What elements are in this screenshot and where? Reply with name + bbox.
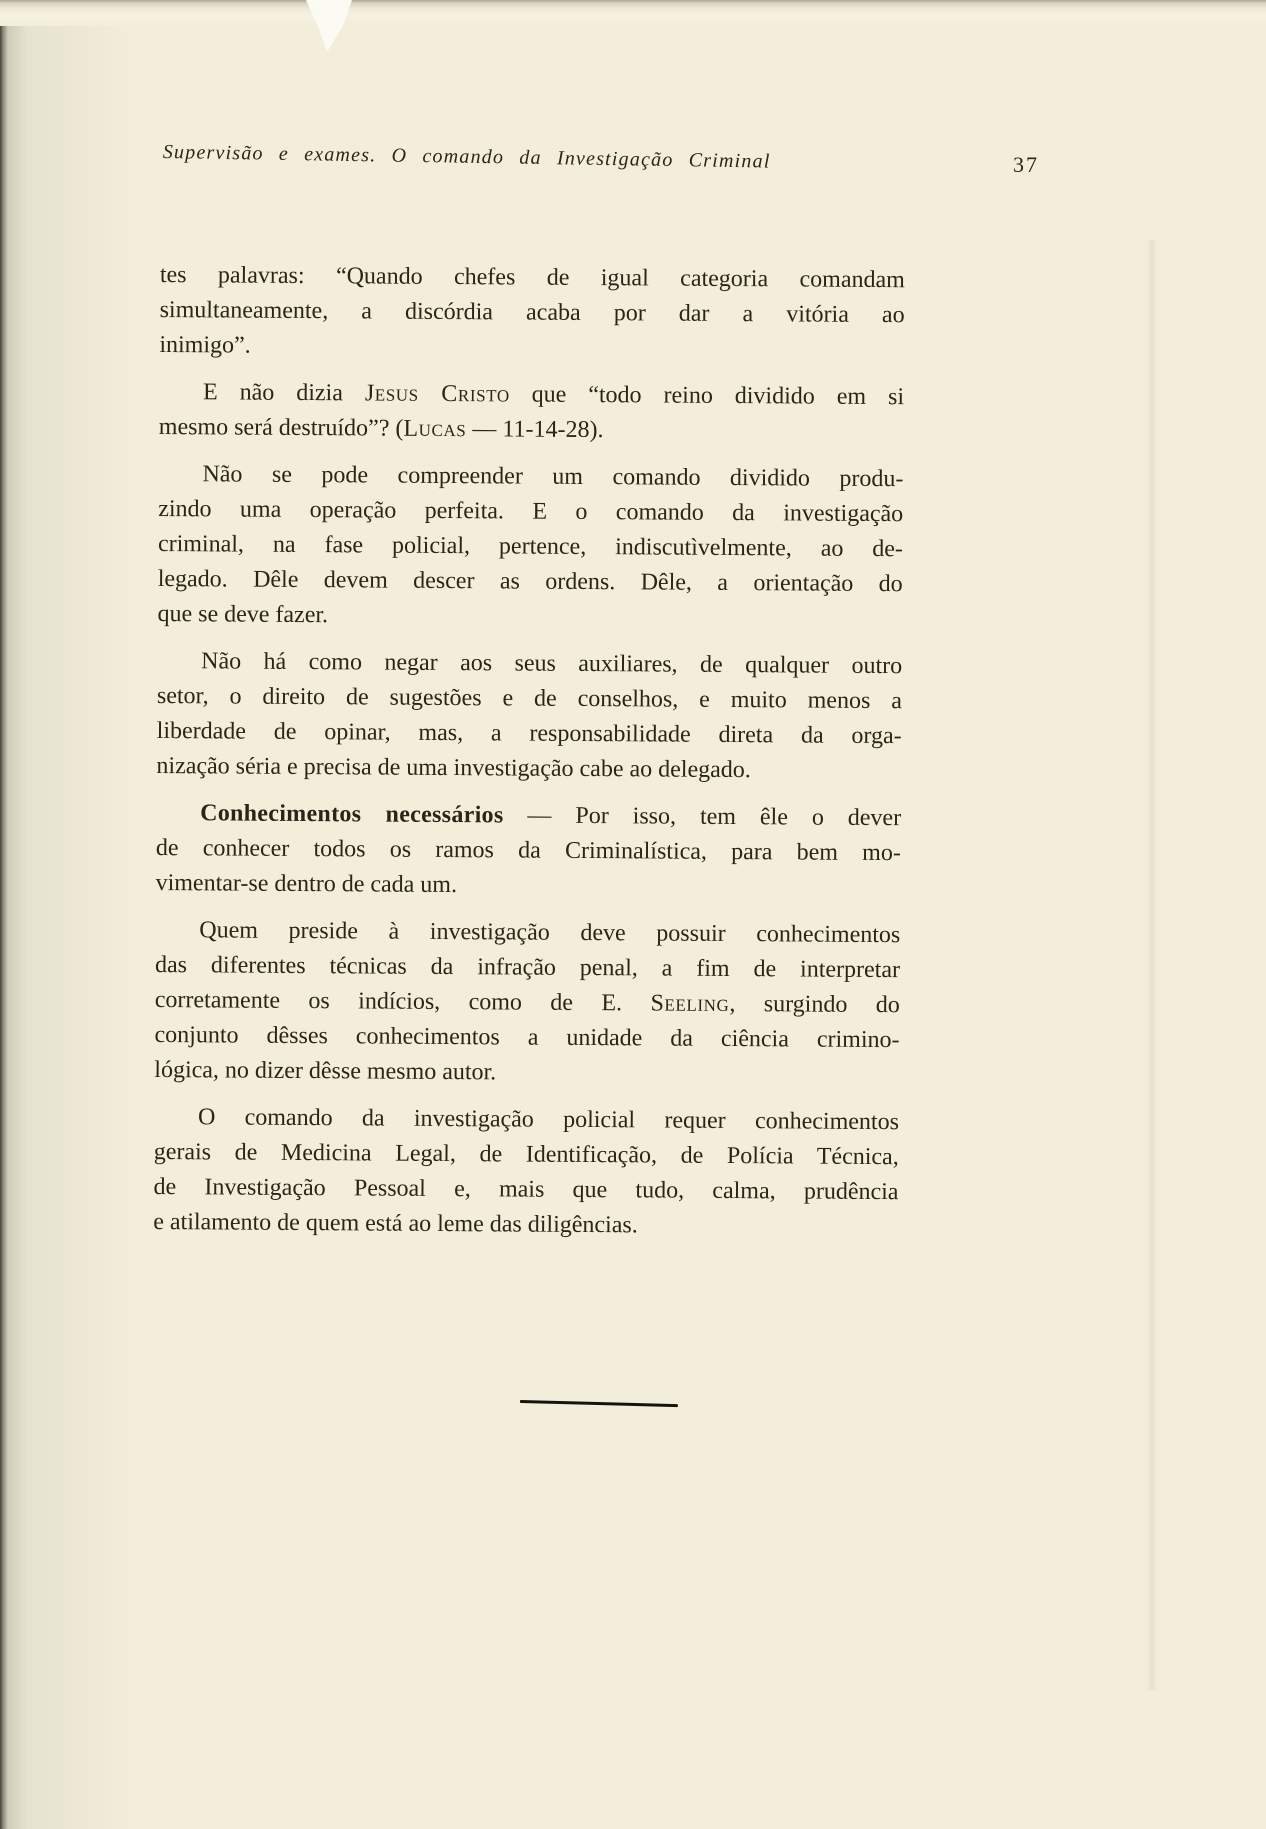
text-line [153,1205,898,1245]
text-line [154,1053,899,1093]
text-segment: Quem preside à investigação deve possuir conhecimentos [199,917,901,949]
body-paragraphs [153,258,905,1257]
text-line [155,983,900,1023]
text-line [157,679,902,719]
text-line [154,1135,899,1175]
text-line [160,293,905,333]
text-line [156,796,901,836]
text-line [157,714,902,754]
text-segment: liberdade de opinar, mas, a responsabilidade direta da orga- [156,717,902,750]
text-segment: de Investigação Pessoal e, mais que tudo, calma, prudência [153,1173,899,1206]
text-segment: conjunto dêsses conhecimentos a unidade da ciência crimino- [154,1021,900,1054]
text-line [156,749,901,789]
paragraph [159,375,904,450]
text-segment: zindo uma operação perfeita. E o comando da investigação [158,495,904,528]
text-segment: , surgindo do [729,990,900,1019]
text-segment: — Por isso, tem êle o dever [503,802,902,832]
text-segment: Lucas [403,415,467,443]
text-segment: Seeling [650,990,730,1017]
paragraph [156,644,902,789]
text-line [156,831,901,871]
text-line [158,457,903,497]
text-line [155,913,900,953]
page-crease [1146,240,1158,1690]
text-segment: que se deve fazer. [157,600,329,629]
text-line [160,258,905,298]
text-segment: legado. Dêle devem descer as ordens. Dêle, a orientação do [157,565,903,598]
text-segment: vimentar-se dentro de cada um. [155,869,458,899]
text-segment: Não há como negar aos seus auxiliares, de qualquer outro [201,648,903,680]
page-top-edge [0,0,1266,26]
page-number: 37 [1013,152,1039,177]
text-line [153,1170,898,1210]
text-segment: de conhecer todos os ramos da Criminalística, para bem mo- [155,834,901,867]
text-line [158,492,903,532]
text-segment: O comando da investigação policial requer conhecimentos [197,1104,900,1136]
text-segment: nização séria e precisa de uma investigação cabe ao delegado. [156,752,751,784]
text-segment: Jesus Cristo [364,380,510,408]
text-line [158,562,903,602]
text-segment: E não dizia [202,379,365,407]
text-line [157,597,902,637]
text-line [159,410,904,450]
text-segment: setor, o direito de sugestões e de conselhos, e muito menos a [156,682,903,715]
text-segment: Conhecimentos necessários [200,800,504,829]
paragraph [153,1100,899,1245]
text-line [158,527,903,567]
text-line [155,948,900,988]
text-segment: simultaneamente, a discórdia acaba por dar a vitória ao [159,296,905,329]
text-segment: lógica, no dizer dêsse mesmo autor. [154,1056,497,1086]
text-line [159,375,904,415]
text-segment: criminal, na fase policial, pertence, indiscutìvelmente, ao de- [157,530,904,563]
section-divider [520,1400,678,1407]
text-segment: inimigo”. [159,331,251,359]
text-segment: que “todo reino dividido em si [509,381,905,411]
paragraph [156,796,902,906]
text-line [157,644,902,684]
paragraph [159,258,905,368]
text-segment: corretamente os indícios, como de E. [154,986,651,1017]
text-line [156,866,901,906]
text-line [154,1018,899,1058]
text-line [154,1100,899,1140]
page-left-edge-shadow [0,0,135,1829]
text-segment: — 11-14-28). [466,416,604,444]
paragraph [154,913,900,1093]
text-segment: Não se pode compreender um comando dividido produ- [202,461,904,493]
text-segment: e atilamento de quem está ao leme das diligências. [153,1208,638,1239]
paragraph [157,457,903,637]
text-segment: mesmo será destruído”? ( [158,413,404,442]
text-segment: das diferentes técnicas da infração penal, a fim de interpretar [154,951,901,984]
running-header-title: Supervisão e exames. O comando da Investigação Criminal [162,141,771,173]
text-segment: tes palavras: “Quando chefes de igual categoria comandam [159,261,905,294]
text-line [159,328,904,368]
paper-tear [306,0,352,52]
text-segment: gerais de Medicina Legal, de Identificação, de Polícia Técnica, [153,1138,899,1171]
